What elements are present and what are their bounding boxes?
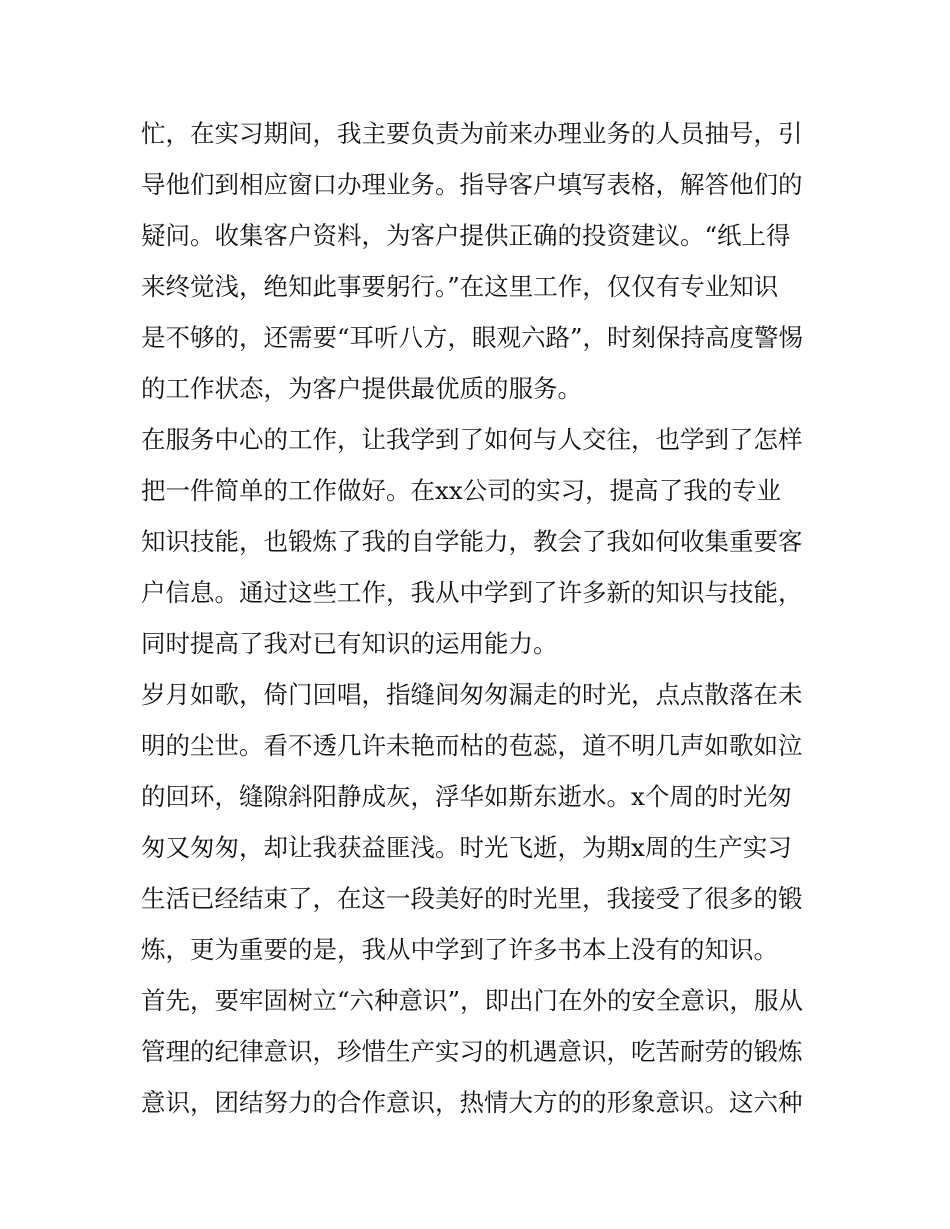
paragraph-1 — [141, 108, 821, 414]
text-line: 意识，团结努力的合作意识，热情大方的的形象意识。这六种 — [141, 1088, 803, 1117]
text-line: 知识技能，也锻炼了我的自学能力，教会了我如何收集重要客 — [141, 527, 803, 556]
paragraph-4 — [141, 975, 821, 1128]
paragraph-2 — [141, 414, 821, 669]
text-line: 炼，更为重要的是，我从中学到了许多书本上没有的知识。 — [141, 935, 778, 964]
text-line: 生活已经结束了，在这一段美好的时光里，我接受了很多的锻 — [141, 884, 803, 913]
text-line: 的回环，缝隙斜阳静成灰，浮华如斯东逝水。x个周的时光匆 — [141, 782, 792, 811]
text-line: 岁月如歌，倚门回唱，指缝间匆匆漏走的时光，点点散落在未 — [141, 680, 803, 709]
text-line: 来终觉浅，绝知此事要躬行。”在这里工作，仅仅有专业知识 — [141, 272, 779, 301]
text-line: 疑问。收集客户资料，为客户提供正确的投资建议。“纸上得 — [141, 221, 791, 250]
text-line: 匆又匆匆，却让我获益匪浅。时光飞逝，为期x周的生产实习 — [141, 833, 792, 862]
text-line: 的工作状态，为客户提供最优质的服务。 — [141, 374, 582, 403]
text-line: 管理的纪律意识，珍惜生产实习的机遇意识，吃苦耐劳的锻炼 — [141, 1037, 803, 1066]
text-line: 户信息。通过这些工作，我从中学到了许多新的知识与技能， — [141, 578, 803, 607]
paragraph-3 — [141, 669, 821, 975]
document-body — [141, 108, 821, 1128]
text-line: 忙，在实习期间，我主要负责为前来办理业务的人员抽号，引 — [141, 119, 803, 148]
text-line: 同时提高了我对已有知识的运用能力。 — [141, 629, 558, 658]
text-line: 把一件简单的工作做好。在xx公司的实习，提高了我的专业 — [141, 476, 782, 505]
text-line: 明的尘世。看不透几许未艳而枯的苞蕊，道不明几声如歌如泣 — [141, 731, 803, 760]
text-line: 是不够的，还需要“耳听八方，眼观六路”，时刻保持高度警惕 — [141, 323, 804, 352]
text-line: 首先，要牢固树立“六种意识”，即出门在外的安全意识，服从 — [141, 986, 804, 1015]
text-line: 导他们到相应窗口办理业务。指导客户填写表格，解答他们的 — [141, 170, 803, 199]
text-line: 在服务中心的工作，让我学到了如何与人交往，也学到了怎样 — [141, 425, 803, 454]
